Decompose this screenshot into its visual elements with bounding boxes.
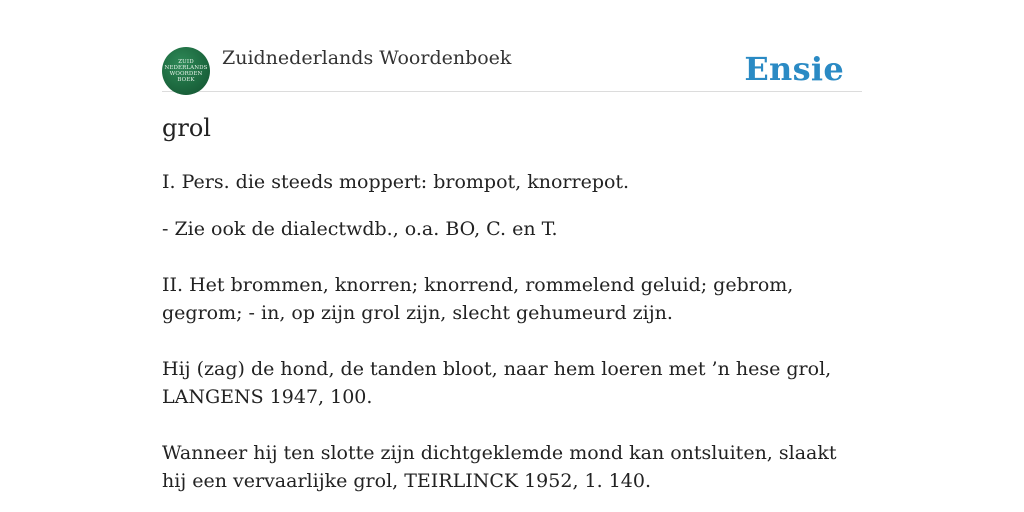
definition-paragraph: II. Het brommen, knorren; knorrend, rommelend geluid; gebrom, gegrom; - in, op zijn grol zijn, slecht gehumeurd zijn.: [162, 274, 794, 324]
citation-paragraph: Hij (zag) de hond, de tanden bloot, naar hem loeren met ’n hese grol, LANGENS 1947, 100.: [162, 358, 832, 408]
logo-text-line: NEDERLANDS: [164, 65, 208, 71]
logo-text-line: BOEK: [177, 77, 195, 83]
definition-paragraph: I. Pers. die steeds moppert: brompot, knorrepot.: [162, 171, 630, 193]
ensie-brand-link[interactable]: Ensie: [744, 50, 844, 88]
dictionary-title-link[interactable]: Zuidnederlands Woordenboek: [222, 47, 512, 69]
logo-text-line: ZUID: [178, 59, 194, 65]
entry-definition: [162, 168, 862, 495]
dictionary-logo[interactable]: [162, 47, 210, 95]
header: [162, 44, 862, 92]
page-title: grol: [162, 114, 211, 142]
logo-text-line: WOORDEN: [169, 71, 203, 77]
citation-paragraph: Wanneer hij ten slotte zijn dichtgeklemde mond kan ontsluiten, slaakt hij een vervaarlijke grol, TEIRLINCK 1952, 1. 140.: [162, 442, 837, 492]
definition-paragraph: - Zie ook de dialectwdb., o.a. BO, C. en T.: [162, 218, 558, 240]
